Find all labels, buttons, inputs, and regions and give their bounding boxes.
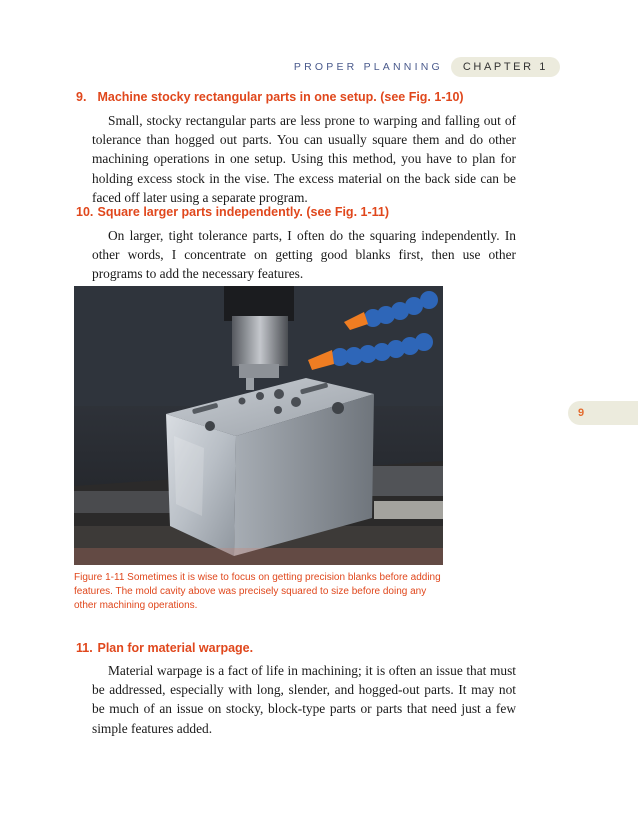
section-heading-10 (76, 205, 389, 219)
section-heading-9 (76, 90, 464, 104)
figure-caption: Figure 1-11 Sometimes it is wise to focus on getting precision blanks before adding features. The mold cavity above was precisely squared to size before doing any other machining operations. (74, 572, 441, 611)
section-number: 11. (76, 641, 93, 655)
section-number: 9. (76, 90, 87, 104)
running-header (294, 56, 560, 78)
machining-photo-illustration (74, 286, 443, 565)
section-body-10: On larger, tight tolerance parts, I often do the squaring independently. In other words, I concentrate on getting good blanks first, then use other programs to add the necessary features. (92, 228, 516, 282)
section-title: Machine stocky rectangular parts in one setup. (see Fig. 1-10) (97, 90, 464, 104)
section-title: Plan for material warpage. (97, 641, 254, 655)
section-heading-11 (76, 641, 253, 655)
chapter-label: CHAPTER 1 (451, 57, 560, 77)
section-number: 10. (76, 205, 94, 219)
section-body-9: Small, stocky rectangular parts are less prone to warping and falling out of tolerance than hogged out parts. You can usually square them and do other machining operations in one setup. Using this method, you have to plan for holding excess stock in the vise. The excess material on the back side can be faced off later using a separate program. (92, 113, 516, 205)
figure-photo (74, 286, 443, 565)
page-number: 9 (568, 401, 638, 425)
section-title: Square larger parts independently. (see Fig. 1-11) (97, 205, 390, 219)
running-header-section: PROPER PLANNING (293, 61, 443, 73)
section-body-11: Material warpage is a fact of life in machining; it is often an issue that must be addressed, especially with long, slender, and hogged-out parts. It may not be much of an issue on stocky, block-type parts or parts that need just a few simple features added. (92, 663, 516, 736)
